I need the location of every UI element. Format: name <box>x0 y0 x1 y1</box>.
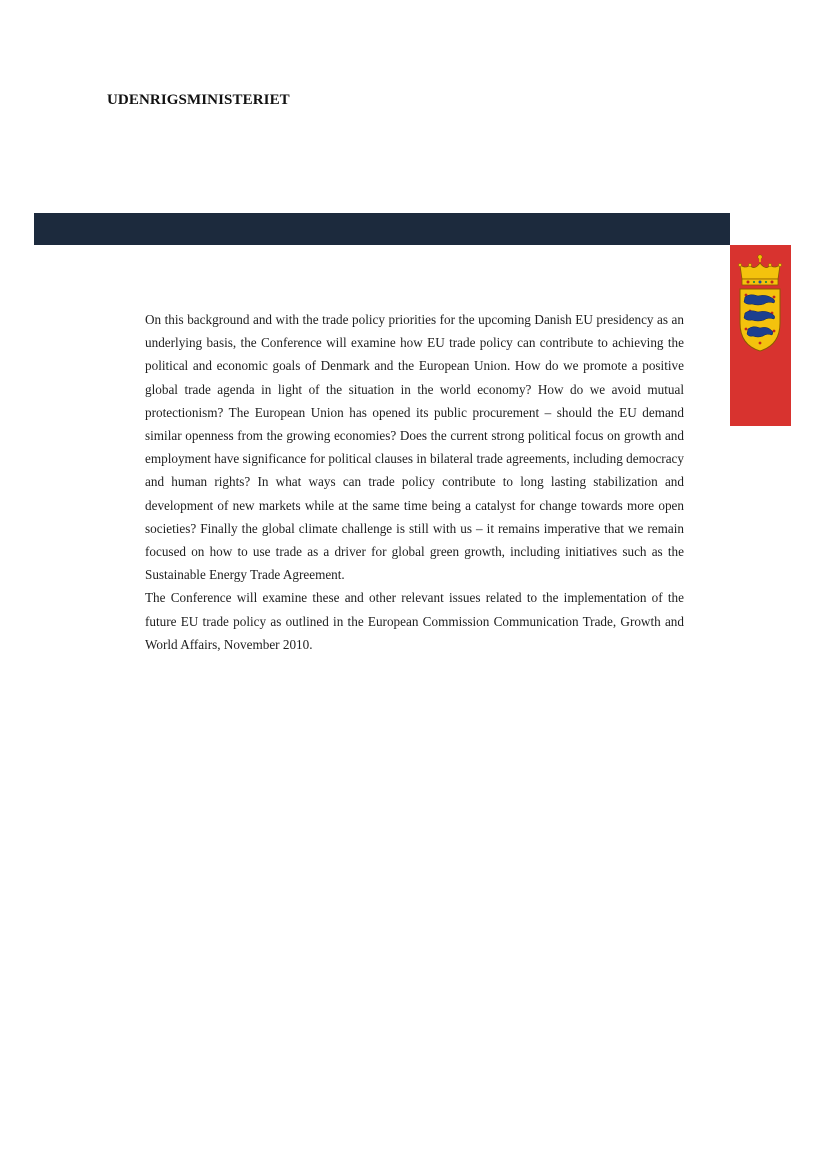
paragraph-2: The Conference will examine these and other relevant issues related to the implementation of the future EU trade policy as outlined in the European Commission Communication Trade, Growth and World Affairs, November 2010. <box>145 590 684 652</box>
ministry-name: UDENRIGSMINISTERIET <box>107 92 290 108</box>
paragraph-1: On this background and with the trade policy priorities for the upcoming Danish EU presidency as an underlying basis, the Conference will examine how EU trade policy can contribute to achieving the political and economic goals of Denmark and the European Union. How do we promote a positive global trade agenda in light of the situation in the world economy? How do we avoid mutual protectionism? The European Union has opened its public procurement – should the EU demand similar openness from the growing economies? Does the current strong political focus on growth and employment have significance for political clauses in bilateral trade agreements, including democracy and human rights? In what ways can trade policy contribute to long lasting stabilization and development of new markets while at the same time being a catalyst for change towards more open societies? Finally the global climate challenge is still with us – it remains imperative that we remain focused on how to use trade as a driver for global green growth, including initiatives such as the Sustainable Energy Trade Agreement. <box>145 312 684 583</box>
red-flag-banner <box>730 245 791 426</box>
header-band <box>34 213 730 245</box>
danish-royal-coat-of-arms-icon <box>736 253 784 353</box>
body-text <box>145 308 684 656</box>
